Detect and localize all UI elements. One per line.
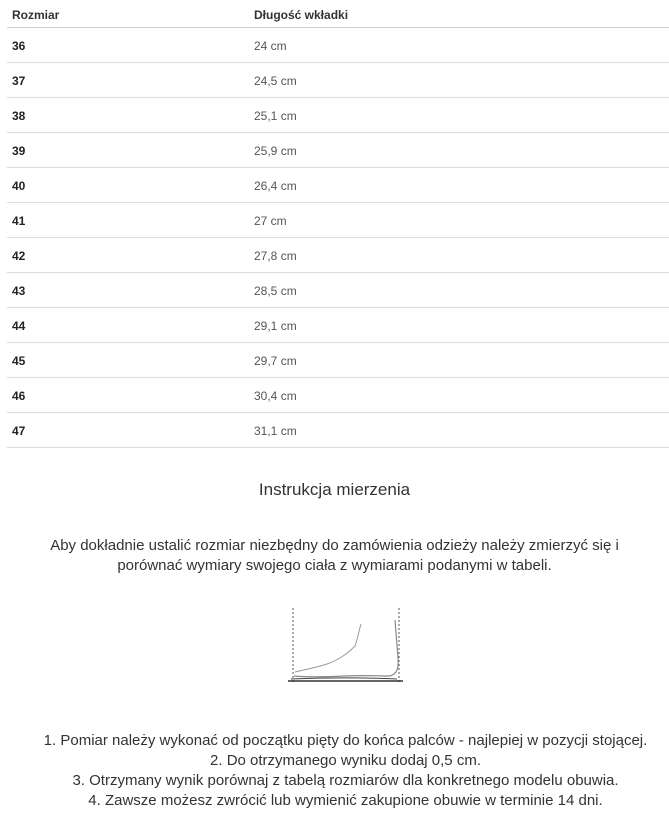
header-size: Rozmiar <box>12 8 60 22</box>
size-cell: 46 <box>12 389 26 403</box>
length-cell: 29,1 cm <box>254 319 297 333</box>
measurement-steps <box>0 731 669 811</box>
length-cell: 24 cm <box>254 39 287 53</box>
size-cell: 43 <box>12 284 26 298</box>
table-row <box>7 308 669 343</box>
size-cell: 37 <box>12 74 26 88</box>
length-cell: 30,4 cm <box>254 389 297 403</box>
size-cell: 39 <box>12 144 26 158</box>
table-row <box>7 273 669 308</box>
step-item: 3. Otrzymany wynik porównaj z tabelą rozmiarów dla konkretnego modelu obuwia. <box>72 772 619 789</box>
intro-line: Aby dokładnie ustalić rozmiar niezbędny do zamówienia odzieży należy zmierzyć się i <box>50 537 619 554</box>
length-cell: 29,7 cm <box>254 354 297 368</box>
size-cell: 36 <box>12 39 26 53</box>
table-header <box>7 0 669 28</box>
size-cell: 41 <box>12 214 26 228</box>
size-cell: 47 <box>12 424 26 438</box>
size-cell: 42 <box>12 249 26 263</box>
length-cell: 31,1 cm <box>254 424 297 438</box>
foot-measurement-illustration <box>285 606 407 686</box>
header-insole-length: Długość wkładki <box>254 8 349 22</box>
table-row <box>7 343 669 378</box>
length-cell: 27,8 cm <box>254 249 297 263</box>
table-row <box>7 413 669 448</box>
table-row <box>7 378 669 413</box>
length-cell: 26,4 cm <box>254 179 297 193</box>
size-cell: 45 <box>12 354 26 368</box>
length-cell: 28,5 cm <box>254 284 297 298</box>
size-cell: 44 <box>12 319 26 333</box>
step-item: 2. Do otrzymanego wyniku dodaj 0,5 cm. <box>210 752 481 769</box>
step-item: 4. Zawsze możesz zwrócić lub wymienić zakupione obuwie w terminie 14 dni. <box>88 792 603 809</box>
size-table <box>7 0 669 448</box>
intro-line: porównać wymiary swojego ciała z wymiarami podanymi w tabeli. <box>117 557 552 574</box>
table-row <box>7 238 669 273</box>
section-title: Instrukcja mierzenia <box>258 480 411 499</box>
length-cell: 27 cm <box>254 214 287 228</box>
table-row <box>7 63 669 98</box>
table-row <box>7 98 669 133</box>
table-row <box>7 133 669 168</box>
size-cell: 40 <box>12 179 26 193</box>
table-row <box>7 203 669 238</box>
length-cell: 25,9 cm <box>254 144 297 158</box>
intro-text <box>20 536 649 576</box>
size-cell: 38 <box>12 109 26 123</box>
length-cell: 24,5 cm <box>254 74 297 88</box>
step-item: 1. Pomiar należy wykonać od początku pięty do końca palców - najlepiej w pozycji stojącej. <box>43 732 648 749</box>
length-cell: 25,1 cm <box>254 109 297 123</box>
table-row <box>7 168 669 203</box>
table-row <box>7 28 669 63</box>
